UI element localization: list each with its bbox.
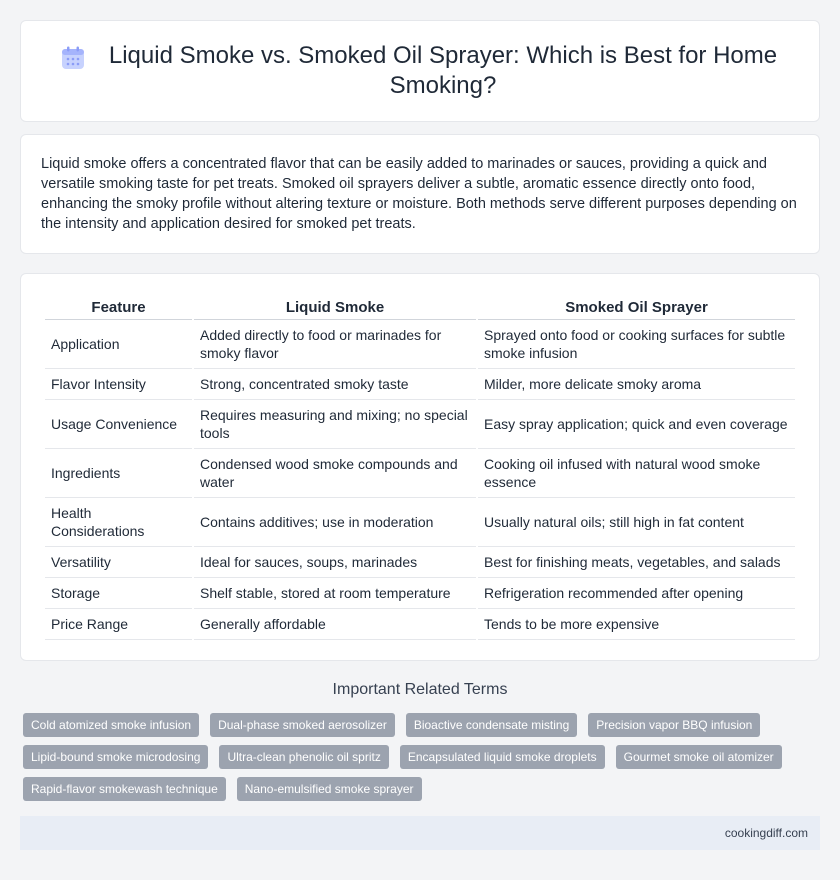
liquid-smoke-cell: Contains additives; use in moderation bbox=[194, 498, 476, 547]
related-term-tag[interactable]: Bioactive condensate misting bbox=[406, 713, 577, 737]
table-header-row bbox=[45, 296, 795, 320]
table-row bbox=[45, 320, 795, 369]
table-row bbox=[45, 400, 795, 449]
column-header: Feature bbox=[45, 296, 192, 320]
related-term-tag[interactable]: Encapsulated liquid smoke droplets bbox=[400, 745, 605, 769]
feature-cell: Application bbox=[45, 320, 192, 369]
feature-cell: Versatility bbox=[45, 547, 192, 578]
feature-cell: Health Considerations bbox=[45, 498, 192, 547]
related-term-tag[interactable]: Gourmet smoke oil atomizer bbox=[616, 745, 782, 769]
table-row bbox=[45, 449, 795, 498]
column-header: Smoked Oil Sprayer bbox=[478, 296, 795, 320]
related-terms-title: Important Related Terms bbox=[332, 681, 508, 698]
liquid-smoke-cell: Generally affordable bbox=[194, 609, 476, 640]
related-term-tag[interactable]: Precision vapor BBQ infusion bbox=[588, 713, 760, 737]
smoked-oil-cell: Sprayed onto food or cooking surfaces for subtle smoke infusion bbox=[478, 320, 795, 369]
liquid-smoke-cell: Shelf stable, stored at room temperature bbox=[194, 578, 476, 609]
smoked-oil-cell: Milder, more delicate smoky aroma bbox=[478, 369, 795, 400]
related-terms-list bbox=[20, 713, 820, 809]
liquid-smoke-cell: Added directly to food or marinades for smoky flavor bbox=[194, 320, 476, 369]
related-term-tag[interactable]: Nano-emulsified smoke sprayer bbox=[237, 777, 422, 801]
feature-cell: Flavor Intensity bbox=[45, 369, 192, 400]
feature-cell: Usage Convenience bbox=[45, 400, 192, 449]
liquid-smoke-cell: Ideal for sauces, soups, marinades bbox=[194, 547, 476, 578]
table-row bbox=[45, 578, 795, 609]
feature-cell: Price Range bbox=[45, 609, 192, 640]
page-header bbox=[20, 20, 820, 122]
liquid-smoke-cell: Condensed wood smoke compounds and water bbox=[194, 449, 476, 498]
page-title: Liquid Smoke vs. Smoked Oil Sprayer: Which is Best for Home Smoking? bbox=[108, 42, 778, 99]
related-term-tag[interactable]: Cold atomized smoke infusion bbox=[23, 713, 199, 737]
smoked-oil-cell: Easy spray application; quick and even coverage bbox=[478, 400, 795, 449]
liquid-smoke-cell: Strong, concentrated smoky taste bbox=[194, 369, 476, 400]
footer-site-link[interactable]: cookingdiff.com bbox=[724, 826, 808, 840]
related-term-tag[interactable]: Dual-phase smoked aerosolizer bbox=[210, 713, 395, 737]
related-term-tag[interactable]: Rapid-flavor smokewash technique bbox=[23, 777, 226, 801]
feature-cell: Ingredients bbox=[45, 449, 192, 498]
liquid-smoke-cell: Requires measuring and mixing; no special tools bbox=[194, 400, 476, 449]
table-row bbox=[45, 547, 795, 578]
intro-paragraph: Liquid smoke offers a concentrated flavor that can be easily added to marinades or sauces, providing a quick and versatile smoking taste for pet treats. Smoked oil sprayers deliver a subtle, aromatic essence directly onto food, enhancing the smoky profile without altering texture or moisture. Both methods serve different purposes depending on the intensity and application desired for smoked pet treats. bbox=[20, 134, 820, 254]
comparison-table bbox=[43, 296, 797, 640]
comparison-table-card bbox=[20, 273, 820, 661]
page-footer bbox=[20, 816, 820, 850]
related-term-tag[interactable]: Ultra-clean phenolic oil spritz bbox=[219, 745, 388, 769]
column-header: Liquid Smoke bbox=[194, 296, 476, 320]
smoked-oil-cell: Refrigeration recommended after opening bbox=[478, 578, 795, 609]
smoked-oil-cell: Best for finishing meats, vegetables, and salads bbox=[478, 547, 795, 578]
feature-cell: Storage bbox=[45, 578, 192, 609]
table-row bbox=[45, 498, 795, 547]
related-term-tag[interactable]: Lipid-bound smoke microdosing bbox=[23, 745, 208, 769]
smoked-oil-cell: Tends to be more expensive bbox=[478, 609, 795, 640]
smoked-oil-cell: Cooking oil infused with natural wood smoke essence bbox=[478, 449, 795, 498]
table-row bbox=[45, 369, 795, 400]
table-row bbox=[45, 609, 795, 640]
calendar-icon bbox=[60, 45, 86, 71]
smoked-oil-cell: Usually natural oils; still high in fat content bbox=[478, 498, 795, 547]
